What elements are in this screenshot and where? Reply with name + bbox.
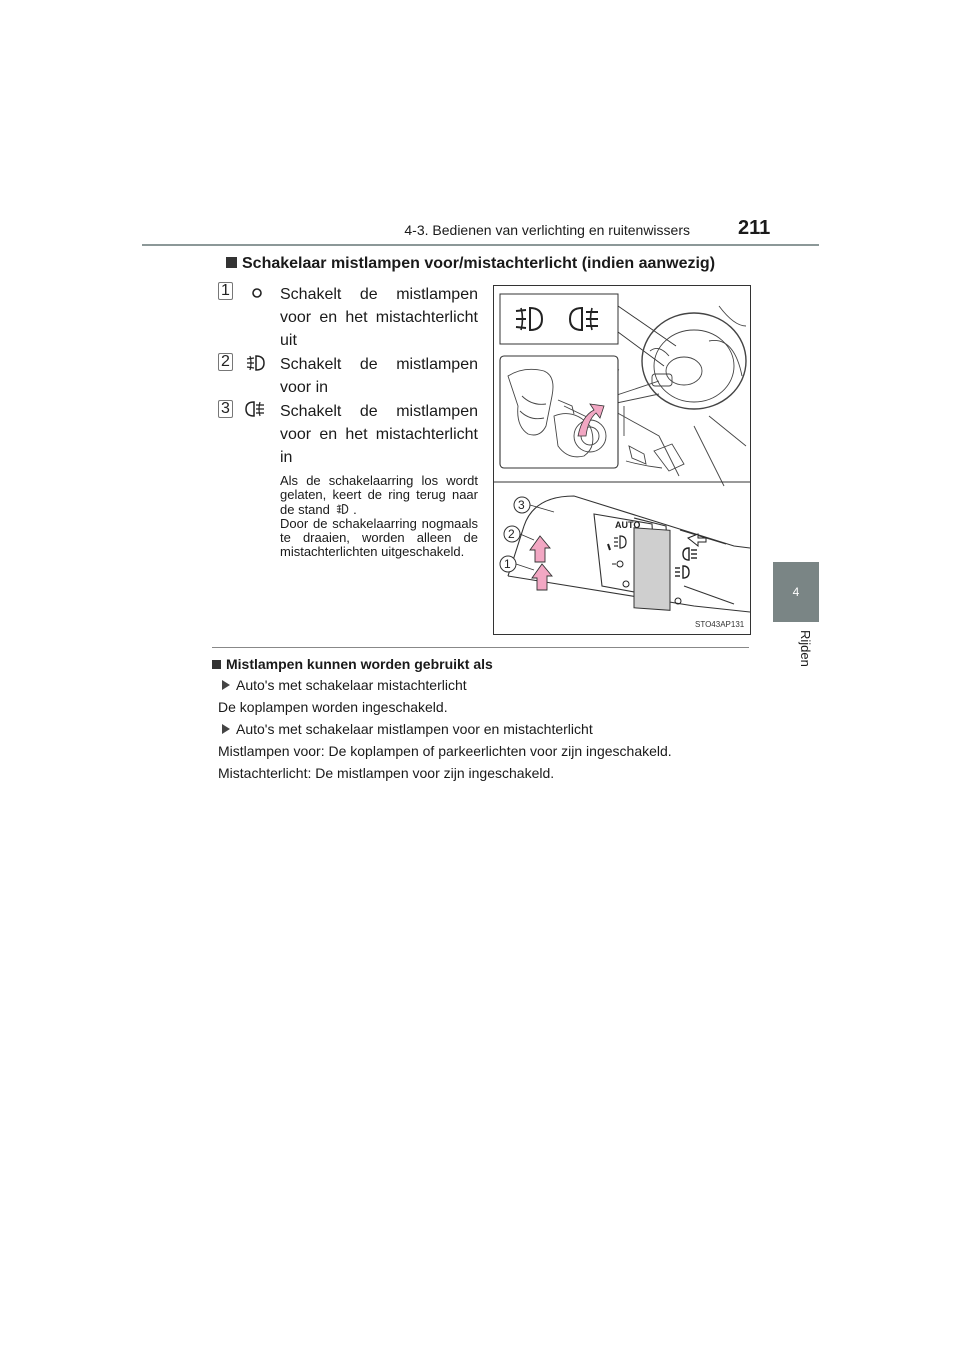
section-heading <box>226 255 715 273</box>
header-section-title: 4-3. Bedienen van verlichting en ruitenwissers <box>404 222 690 238</box>
subsection-title: Mistlampen kunnen worden gebruikt als <box>226 656 493 672</box>
note-part-2: . <box>353 502 357 517</box>
item-text-1: Schakelt de mistlampen voor en het mistachterlicht uit <box>280 286 478 349</box>
item-text-3: Schakelt de mistlampen voor en het mistachterlicht in <box>280 403 478 466</box>
note-text <box>280 474 478 559</box>
list-item: De koplampen worden ingeschakeld. <box>218 699 448 715</box>
off-circle-icon <box>246 285 268 307</box>
chapter-tab-label: Rijden <box>798 630 813 667</box>
item-text-2: Schakelt de mistlampen voor in <box>280 356 478 396</box>
front-fog-light-icon <box>334 502 350 516</box>
note-part-3: Door de schakelaarring nogmaals te draaien, worden alleen de mistachterlichten uitgeschakeld. <box>280 516 478 559</box>
section-title: Schakelaar mistlampen voor/mistachterlicht (indien aanwezig) <box>242 255 716 272</box>
page-number: 211 <box>738 217 771 239</box>
subsection-heading <box>212 656 493 672</box>
header-rule <box>142 244 819 246</box>
square-bullet-icon <box>226 257 237 268</box>
stalk-headlight-icon <box>614 536 626 548</box>
stalk-parking-light-icon <box>612 561 623 567</box>
stalk-front-fog-icon <box>675 566 689 578</box>
stalk-off-icon <box>623 581 629 587</box>
chapter-tab <box>773 562 819 622</box>
list-item: Auto's met schakelaar mistachterlicht <box>222 677 467 693</box>
list-item: Mistlampen voor: De koplampen of parkeerlichten voor zijn ingeschakeld. <box>218 743 672 759</box>
auto-position-label: AUTO <box>615 520 641 530</box>
section-divider <box>212 647 749 648</box>
high-beam-arrow-icon <box>688 534 706 546</box>
list-item: Auto's met schakelaar mistlampen voor en mistachterlicht <box>222 721 593 737</box>
dashboard-drawing <box>500 294 746 486</box>
arrow-position-1-icon <box>532 564 552 590</box>
chapter-tab-number: 4 <box>792 585 800 599</box>
callout-2: 2 <box>508 527 515 541</box>
square-bullet-icon <box>212 660 221 669</box>
figure-illustration <box>493 285 751 635</box>
figure-code: STO43AP131 <box>695 620 745 629</box>
note-part-1: Als de schakelaarring los wordt gelaten, keert de ring terug naar de stand <box>280 473 478 517</box>
list-item: Mistachterlicht: De mistlampen voor zijn ingeschakeld. <box>218 765 555 781</box>
switch-illustration <box>494 286 750 634</box>
switch-ring <box>634 528 670 611</box>
callout-3: 3 <box>518 498 525 512</box>
triangle-bullet-icon <box>222 680 230 690</box>
item-number-1: 1 <box>218 282 233 300</box>
item-number-3: 3 <box>218 400 233 418</box>
rear-fog-light-icon <box>244 398 266 420</box>
stalk-rear-fog-icon <box>683 548 697 560</box>
triangle-bullet-icon <box>222 724 230 734</box>
callout-1: 1 <box>504 557 511 571</box>
front-fog-light-icon <box>244 352 266 374</box>
item-number-2: 2 <box>218 353 233 371</box>
